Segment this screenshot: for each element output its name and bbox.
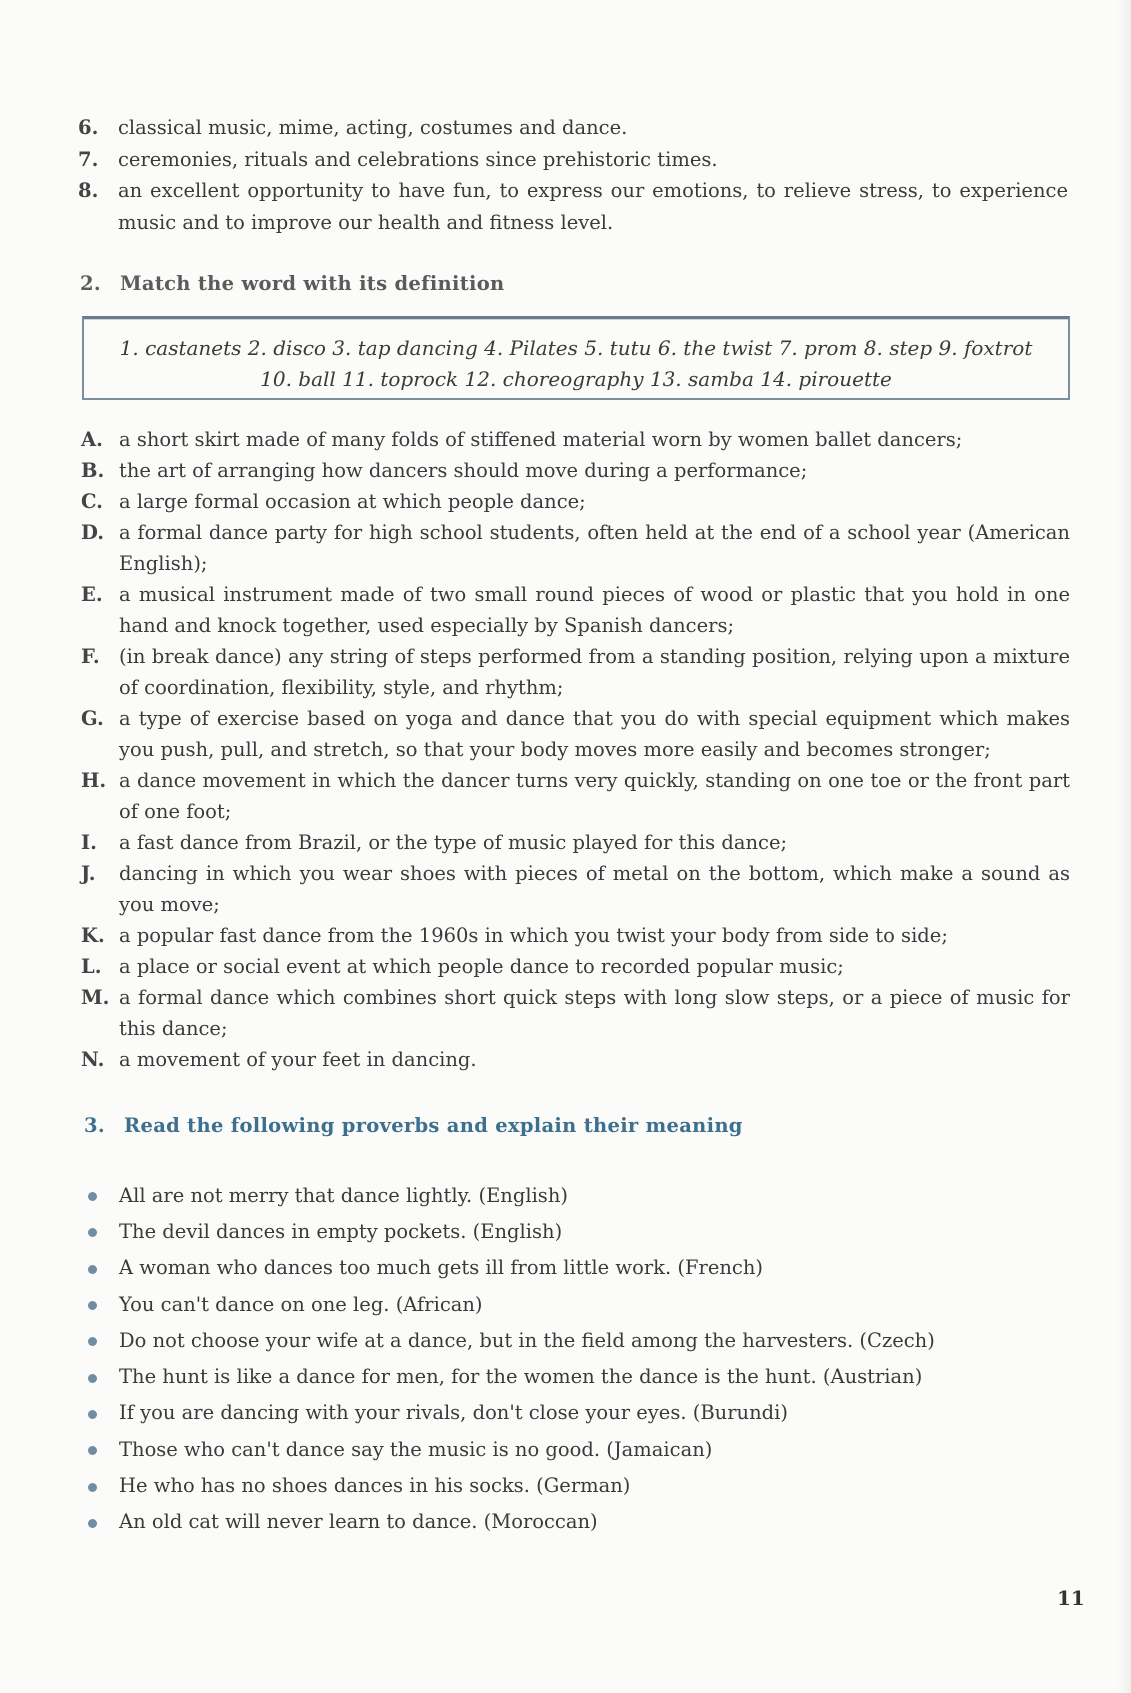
item-text: a popular fast dance from the 1960s in which you twist your body from side to side; [119,924,948,947]
bullet-icon [88,1337,97,1346]
bullet-icon [88,1228,97,1237]
list-item [81,424,1070,455]
section-2-heading [80,272,505,295]
item-letter: K. [81,924,105,947]
definitions-list [81,424,1070,1075]
list-item [88,1250,1068,1286]
list-item [78,112,1068,144]
list-item [78,144,1068,176]
item-number: 7. [78,147,99,171]
item-text: a musical instrument made of two small round pieces of wood or plastic that you hold in one hand and knock together, used especially by Spanish dancers; [119,583,1070,637]
proverb-text: An old cat will never learn to dance. (Moroccan) [119,1510,598,1534]
word-bank-line-1: 1. castanets 2. disco 3. tap dancing 4. Pilates 5. tutu 6. the twist 7. prom 8. step 9. foxtrot [119,336,1033,360]
item-text: a formal dance party for high school students, often held at the end of a school year (American English); [119,521,1070,575]
list-item [81,827,1070,858]
word-bank-box [82,316,1070,400]
item-letter: C. [81,490,103,513]
item-text: a fast dance from Brazil, or the type of music played for this dance; [119,831,788,854]
intro-numbered-list [78,112,1068,238]
proverb-text: If you are dancing with your rivals, don't close your eyes. (Burundi) [119,1401,788,1425]
scan-edge-shadow [1117,0,1131,1693]
section-number: 3. [84,1114,105,1137]
proverb-text: He who has no shoes dances in his socks. (German) [119,1474,631,1498]
section-number: 2. [80,272,101,295]
list-item [88,1467,1068,1503]
list-item [81,982,1070,1044]
list-item [81,920,1070,951]
bullet-icon [88,1265,97,1274]
item-text: a large formal occasion at which people dance; [119,490,586,513]
list-item [88,1504,1068,1540]
list-item [88,1177,1068,1213]
item-text: an excellent opportunity to have fun, to express our emotions, to relieve stress, to experience music and to improve our health and fitness level. [118,179,1068,234]
item-text: a dance movement in which the dancer turns very quickly, standing on one toe or the front part of one foot; [119,769,1070,823]
item-letter: D. [81,521,105,544]
bullet-icon [88,1483,97,1492]
item-text: classical music, mime, acting, costumes and dance. [118,116,628,139]
list-item [88,1322,1068,1358]
item-text: the art of arranging how dancers should move during a performance; [119,459,808,482]
item-text: a place or social event at which people dance to recorded popular music; [119,955,844,978]
item-letter: G. [81,707,104,730]
proverb-text: The hunt is like a dance for men, for the women the dance is the hunt. (Austrian) [119,1365,923,1389]
proverb-text: Those who can't dance say the music is no good. (Jamaican) [119,1437,713,1461]
list-item [81,703,1070,765]
list-item [81,486,1070,517]
bullet-icon [88,1410,97,1419]
proverb-text: Do not choose your wife at a dance, but in the field among the harvesters. (Czech) [119,1328,935,1352]
bullet-icon [88,1519,97,1528]
item-number: 6. [78,116,99,139]
item-letter: H. [81,769,107,792]
item-letter: L. [81,955,102,978]
list-item [81,455,1070,486]
proverb-text: A woman who dances too much gets ill from little work. (French) [119,1256,764,1280]
list-item [88,1286,1068,1322]
item-letter: B. [81,459,105,482]
proverb-text: You can't dance on one leg. (African) [119,1292,483,1316]
section-title-text: Read the following proverbs and explain their meaning [124,1114,743,1137]
list-item [88,1431,1068,1467]
item-number: 8. [78,179,99,202]
item-text: a short skirt made of many folds of stiffened material worn by women ballet dancers; [119,428,963,451]
proverb-text: All are not merry that dance lightly. (English) [119,1183,568,1207]
item-letter: J. [81,862,96,885]
list-item [81,951,1070,982]
item-letter: A. [81,428,103,451]
list-item [81,641,1070,703]
list-item [81,765,1070,827]
word-bank-line-2: 10. ball 11. toprock 12. choreography 13. samba 14. pirouette [260,367,892,391]
item-letter: F. [81,645,100,668]
item-text: a formal dance which combines short quick steps with long slow steps, or a piece of music for this dance; [119,986,1070,1040]
item-letter: E. [81,583,103,606]
item-letter: N. [81,1048,105,1071]
bullet-icon [88,1192,97,1201]
item-text: (in break dance) any string of steps performed from a standing position, relying upon a mixture of coordination, flexibility, style, and rhythm; [119,645,1070,699]
item-text: a movement of your feet in dancing. [119,1048,477,1071]
proverbs-list [88,1177,1068,1540]
list-item [88,1395,1068,1431]
item-text: dancing in which you wear shoes with pieces of metal on the bottom, which make a sound as you move; [119,862,1070,916]
item-text: ceremonies, rituals and celebrations since prehistoric times. [118,147,718,171]
list-item [81,517,1070,579]
list-item [88,1213,1068,1249]
bullet-icon [88,1301,97,1310]
list-item [78,175,1068,238]
bullet-icon [88,1374,97,1383]
item-letter: I. [81,831,97,854]
section-title-text: Match the word with its definition [120,272,505,295]
list-item [88,1358,1068,1394]
section-3-heading [84,1114,743,1137]
bullet-icon [88,1446,97,1455]
page-number: 11 [1057,1586,1085,1610]
list-item [81,1044,1070,1075]
list-item [81,858,1070,920]
item-letter: M. [81,986,110,1009]
proverb-text: The devil dances in empty pockets. (English) [119,1219,563,1243]
list-item [81,579,1070,641]
item-text: a type of exercise based on yoga and dance that you do with special equipment which makes you push, pull, and stretch, so that your body moves more easily and becomes stronger; [119,707,1070,761]
